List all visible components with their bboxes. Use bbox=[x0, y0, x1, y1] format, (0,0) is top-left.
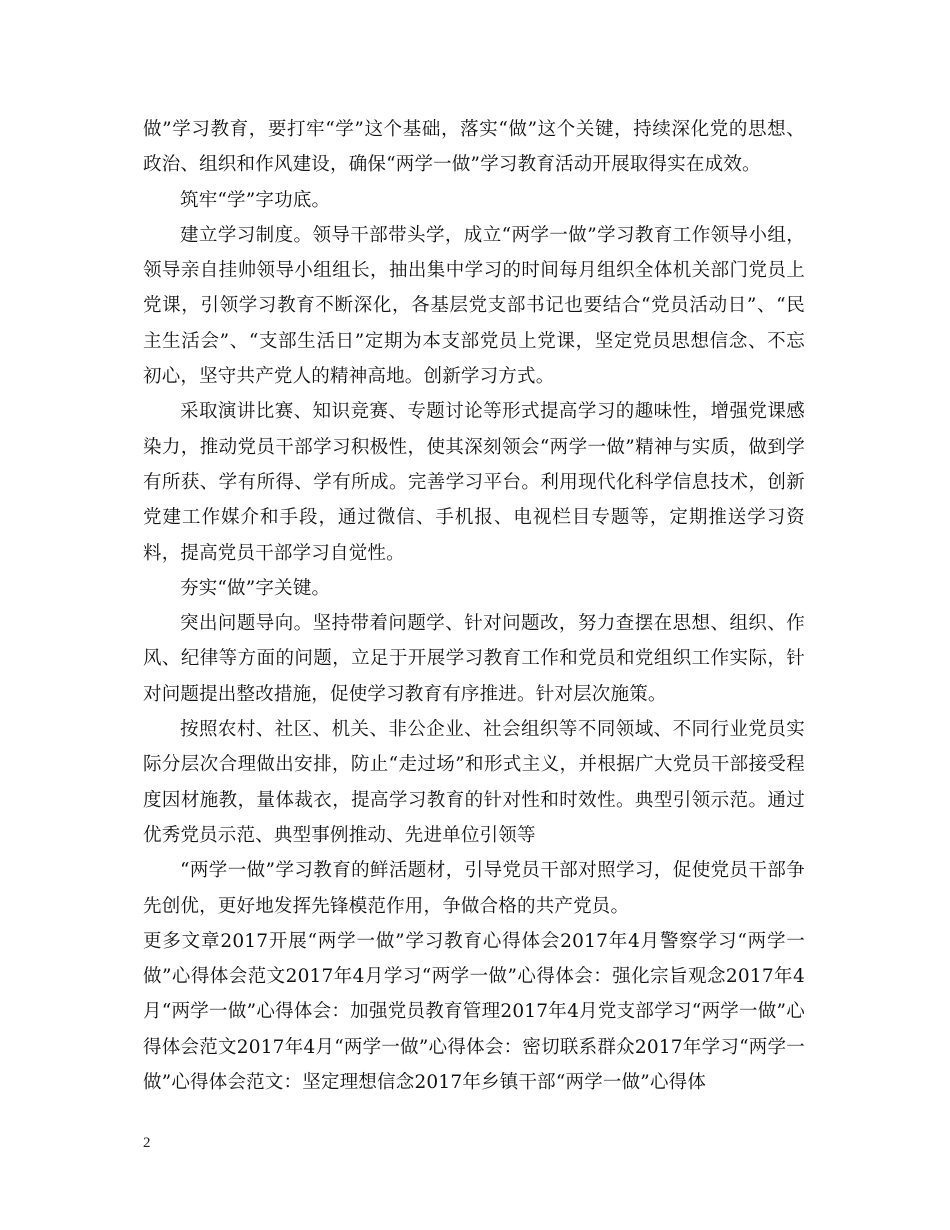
paragraph-study-methods: 采取演讲比赛、知识竞赛、专题讨论等形式提高学习的趣味性，增强党课感染力，推动党员干部学习积极性，使其深刻领会“两学一做”精神与实质，做到学有所获、学有所得、学有所成。完善学习平台。利用现代化科学信息技术，创新党建工作媒介和手段，通过微信、手机报、电视栏目专题等，定期推送学习资料，提高党员干部学习自觉性。 bbox=[143, 401, 805, 564]
section-heading-action: 夯实“做”字关键。 bbox=[180, 577, 331, 599]
document-body bbox=[143, 112, 805, 1100]
paragraph-layered-measures: 按照农村、社区、机关、非公企业、社会组织等不同领域、不同行业党员实际分层次合理做出安排，防止“走过场”和形式主义，并根据广大党员干部接受程度因材施教，量体裁衣，提高学习教育的针对性和时效性。典型引领示范。通过优秀党员示范、典型事例推动、先进单位引领等 bbox=[143, 719, 805, 846]
section-heading-study: 筑牢“学”字功底。 bbox=[180, 189, 331, 211]
paragraph-continuation: 做”学习教育，要打牢“学”这个基础，落实“做”这个关键，持续深化党的思想、政治、组织和作风建设，确保“两学一做”学习教育活动开展取得实在成效。 bbox=[143, 119, 805, 176]
related-articles-list: 更多文章2017开展“两学一做”学习教育心得体会2017年4月警察学习“两学一做”心得体会范文2017年4月学习“两学一做”心得体会：强化宗旨观念2017年4月“两学一做”心得体会：加强党员教育管理2017年4月党支部学习“两学一做”心得体会范文2017年4月“两学一做”心得体会：密切联系群众2017年学习“两学一做”心得体会范文：坚定理想信念2017年乡镇干部“两学一做”心得体 bbox=[143, 930, 805, 1094]
paragraph-problem-oriented: 突出问题导向。坚持带着问题学、针对问题改，努力查摆在思想、组织、作风、纪律等方面的问题，立足于开展学习教育工作和党员和党组织工作实际，针对问题提出整改措施，促使学习教育有序推进。针对层次施策。 bbox=[143, 613, 805, 705]
paragraph-model-lead: “两学一做”学习教育的鲜活题材，引导党员干部对照学习，促使党员干部争先创优，更好地发挥先锋模范作用，争做合格的共产党员。 bbox=[143, 860, 805, 917]
paragraph-study-system: 建立学习制度。领导干部带头学，成立“两学一做”学习教育工作领导小组，领导亲自挂帅领导小组组长，抽出集中学习的时间每月组织全体机关部门党员上党课，引领学习教育不断深化，各基层党支部书记也要结合“党员活动日”、“民主生活会”、“支部生活日”定期为本支部党员上党课，坚定党员思想信念、不忘初心，坚守共产党人的精神高地。创新学习方式。 bbox=[143, 224, 805, 388]
page-number: 2 bbox=[143, 1135, 151, 1151]
